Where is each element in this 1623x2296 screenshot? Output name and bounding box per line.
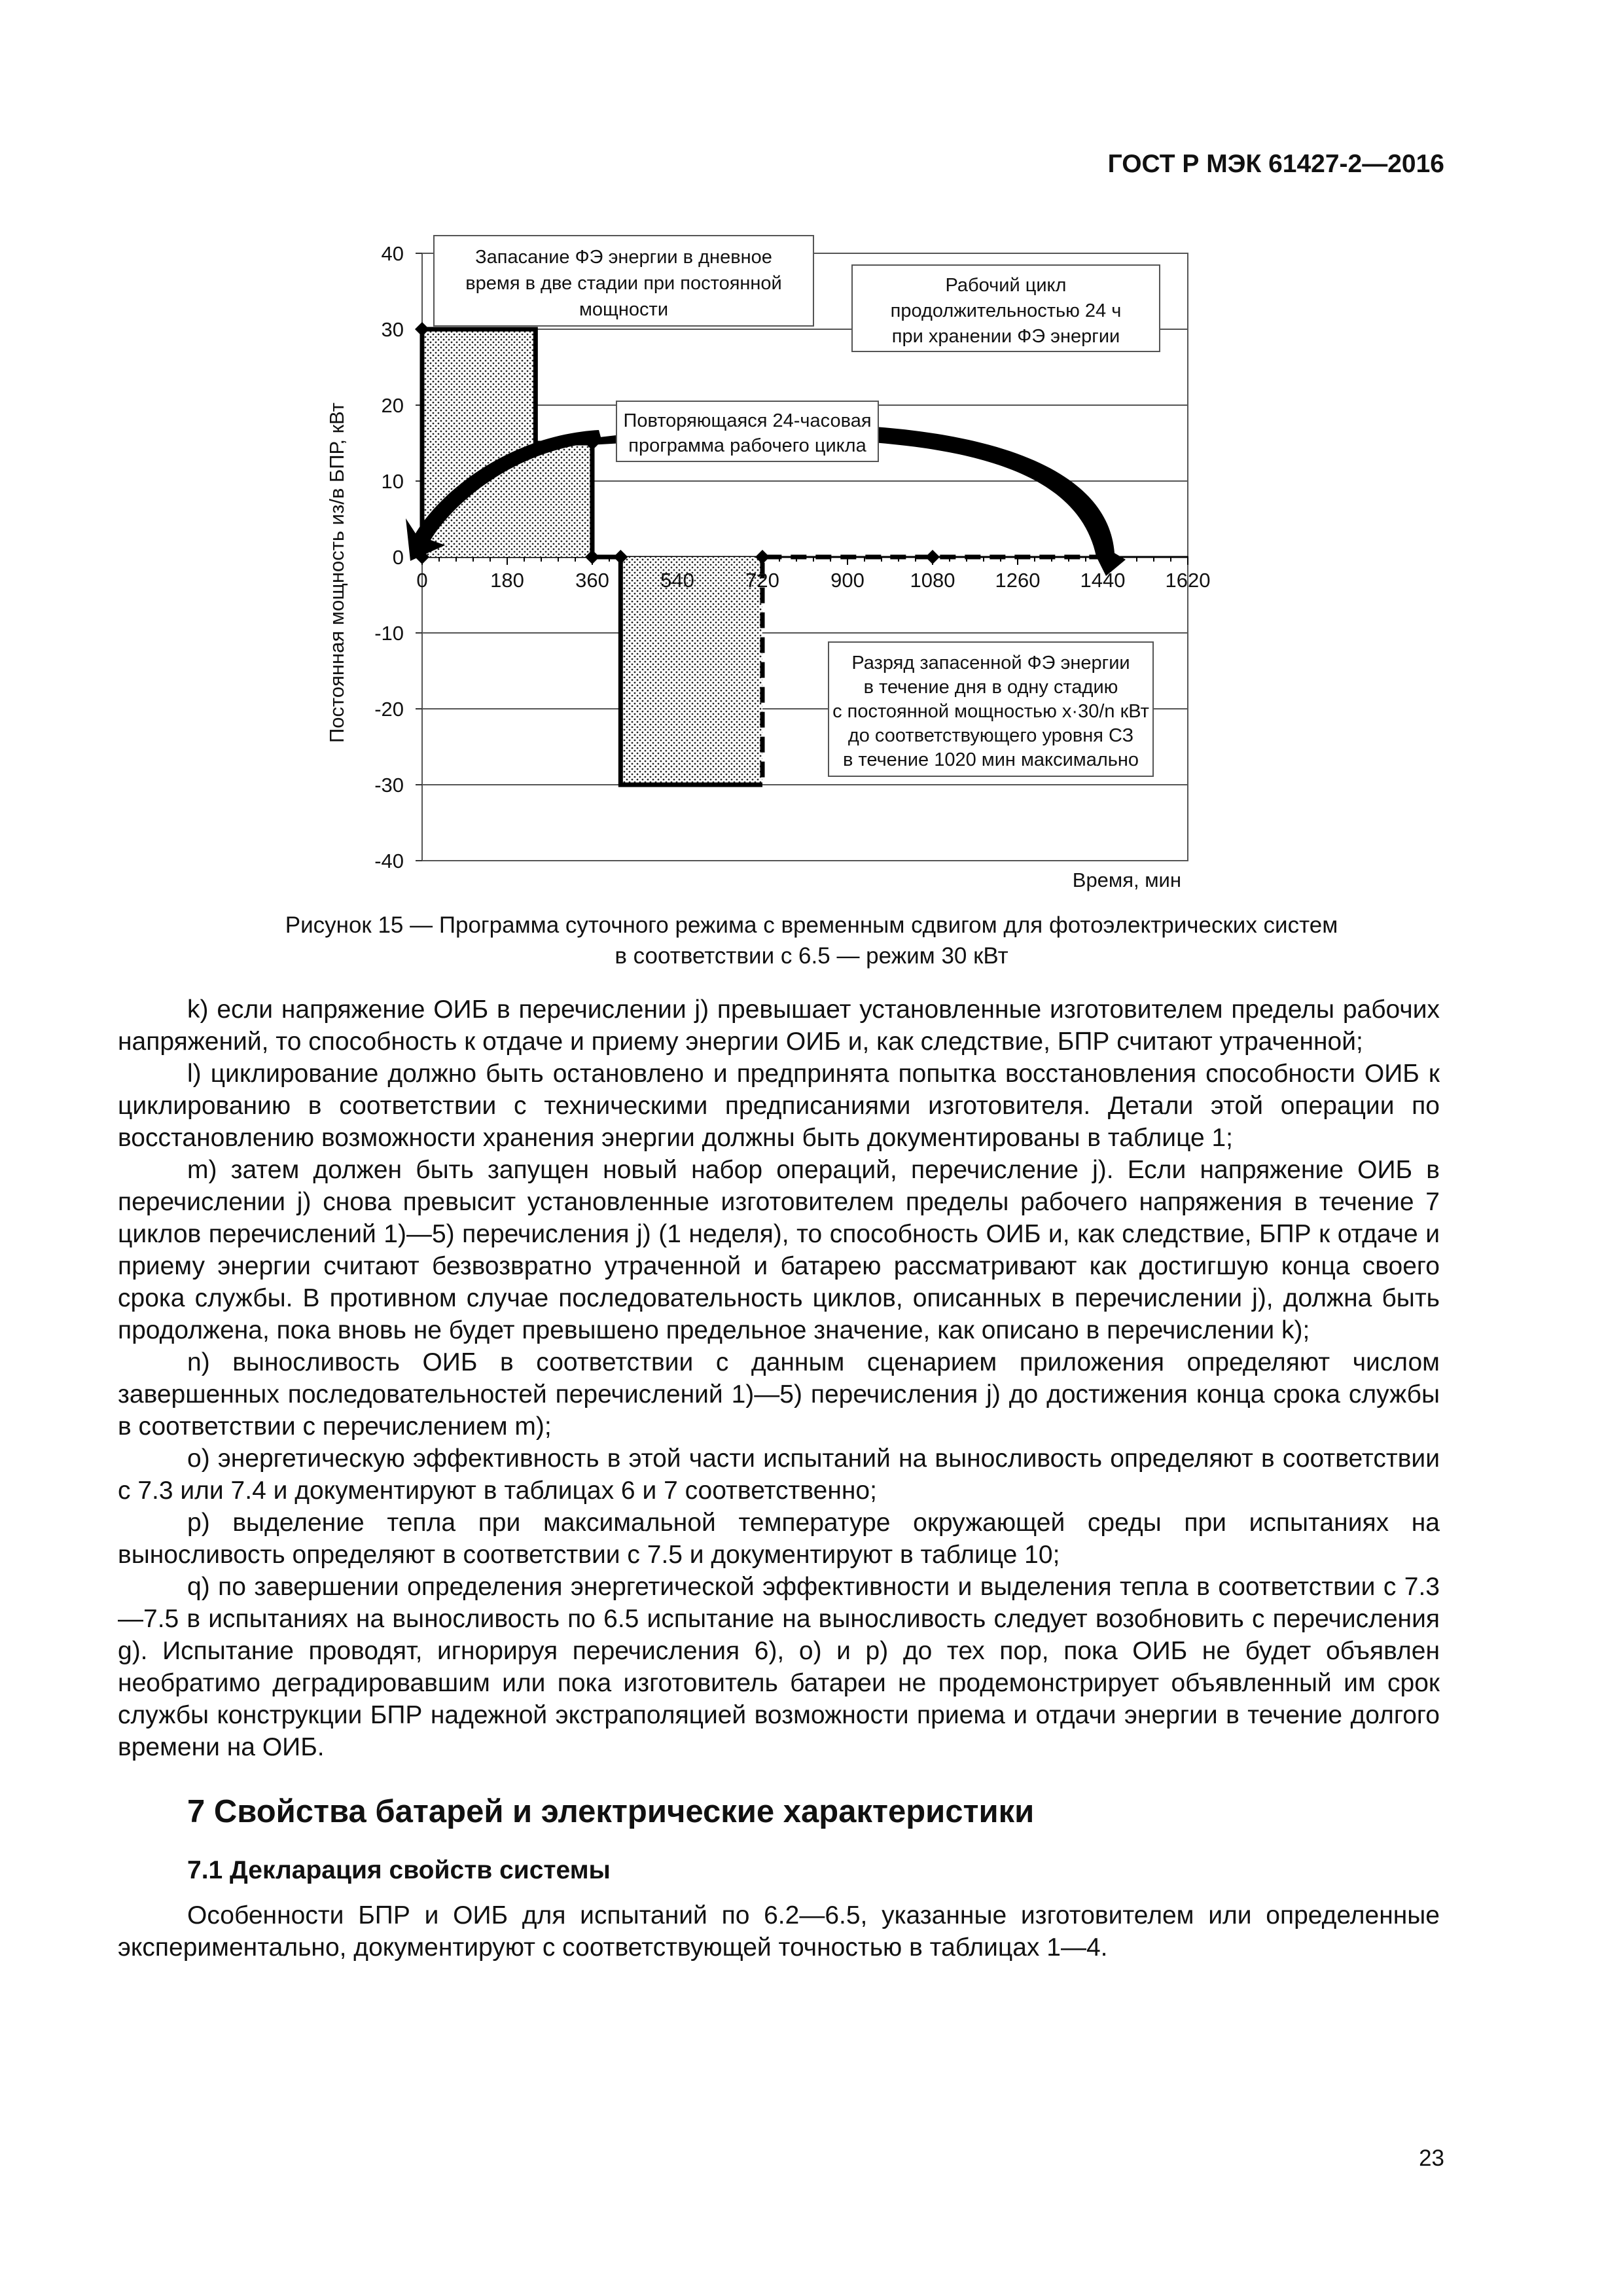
annotation-discharge-line-2: в течение дня в одну стадию	[863, 677, 1118, 698]
annotation-work-cycle	[852, 265, 1160, 351]
annotation-repeat	[616, 401, 878, 461]
y-axis-label: Постоянная мощность из/в БПР, кВт	[325, 403, 348, 743]
figure-caption	[151, 910, 1472, 971]
x-tick-label: 1620	[1165, 569, 1211, 592]
annotation-storage-line-3: мощности	[579, 299, 669, 320]
paragraph-k: k) если напряжение ОИБ в перечислении j) превышает установленные изготовителем пределы рабочих напряжений, то способность к отдаче и приему энергии ОИБ и, как следствие, БПР считают утраченной;	[118, 996, 1440, 1056]
annotation-discharge-line-5: в течение 1020 мин максимально	[842, 749, 1139, 770]
figure-caption-line-1: Рисунок 15 — Программа суточного режима с временным сдвигом для фотоэлектрических систем	[285, 912, 1338, 938]
x-tick-label: 900	[830, 569, 865, 592]
annotation-work-cycle-line-2: продолжительностью 24 ч	[890, 300, 1122, 321]
y-tick-label: 10	[381, 470, 404, 493]
annotation-storage-line-1: Запасание ФЭ энергии в дневное	[475, 247, 772, 268]
x-tick-label: 1440	[1080, 569, 1126, 592]
paragraph-l: l) циклирование должно быть остановлено и предпринята попытка восстановления способности ОИБ к циклированию в соответствии с техническими предписаниями изготовителя. Детали этой операции по восстановлению возможности хранения энергии должны быть документированы в таблице 1;	[118, 1060, 1440, 1152]
x-tick-label: 540	[660, 569, 694, 592]
x-tick-label: 1080	[910, 569, 955, 592]
annotation-storage-line-2: время в две стадии при постоянной	[465, 273, 782, 294]
paragraph-m: m) затем должен быть запущен новый набор операций, перечисление j). Если напряжение ОИБ в перечислении j) снова превысит установленные изготовителем пределы рабочего напряжения в течение 7 циклов перечислений 1)—5) перечисления j) (1 неделя), то способность ОИБ и, как следствие, БПР к отдаче и приему энергии считают безвозвратно утраченной и батарею рассматривают как достигшую конца своего срока службы. В противном случае последовательность циклов, описанных в перечислении j), должна быть продолжена, пока вновь не будет превышено предельное значение, как описано в перечислении k);	[118, 1156, 1440, 1344]
section-7-title: 7 Свойства батарей и электрические характеристики	[187, 1794, 1035, 1829]
y-tick-label: 20	[381, 394, 404, 417]
annotation-discharge-line-4: до соответствующего уровня СЗ	[847, 725, 1134, 746]
annotation-repeat-line-1: Повторяющаяся 24-часовая	[623, 410, 872, 431]
x-tick-label: 360	[575, 569, 609, 592]
annotation-storage	[434, 236, 813, 326]
page-number: 23	[1419, 2145, 1444, 2171]
y-tick-label: 0	[392, 546, 404, 569]
figure-caption-line-2: в соответствии с 6.5 — режим 30 кВт	[615, 943, 1008, 969]
annotation-discharge	[829, 642, 1153, 776]
y-tick-label: -30	[374, 774, 404, 797]
data-marker	[925, 550, 940, 564]
x-tick-label: 1260	[995, 569, 1041, 592]
y-tick-label: 30	[381, 318, 404, 341]
section-7-1-text: Особенности БПР и ОИБ для испытаний по 6.2—6.5, указанные изготовителем или определенные экспериментально, документируют с соответствующей точностью в таблицах 1—4.	[118, 1901, 1440, 1962]
y-tick-label: 40	[381, 242, 404, 265]
paragraph-n: n) выносливость ОИБ в соответствии с данным сценарием приложения определяют числом завершенных последовательностей перечислений 1)—5) перечисления j) до достижения конца срока службы в соответствии с перечислением m);	[118, 1348, 1440, 1441]
annotation-repeat-line-2: программа рабочего цикла	[628, 435, 866, 456]
x-axis-label: Время, мин	[1072, 869, 1181, 891]
standard-header: ГОСТ Р МЭК 61427-2—2016	[1107, 150, 1444, 178]
annotation-discharge-line-1: Разряд запасенной ФЭ энергии	[851, 653, 1130, 673]
annotation-work-cycle-line-3: при хранении ФЭ энергии	[891, 326, 1120, 347]
paragraph-o: o) энергетическую эффективность в этой части испытаний на выносливость определяют в соответствии с 7.3 или 7.4 и документируют в таблицах 6 и 7 соответственно;	[118, 1444, 1440, 1505]
section-7-1-title: 7.1 Декларация свойств системы	[187, 1856, 611, 1884]
body-text	[118, 994, 1440, 1964]
y-tick-label: -10	[374, 622, 404, 645]
paragraph-p: p) выделение тепла при максимальной температуре окружающей среды при испытаниях на выносливость определяют в соответствии с 7.5 и документируют в таблице 10;	[118, 1509, 1440, 1569]
x-tick-label: 720	[745, 569, 779, 592]
annotation-work-cycle-line-1: Рабочий цикл	[945, 275, 1067, 296]
x-tick-label: 0	[416, 569, 428, 592]
paragraph-q: q) по завершении определения энергетической эффективности и выделения тепла в соответствии с 7.3—7.5 в испытаниях на выносливость по 6.5 испытание на выносливость следует возобновить с перечисления g). Испытание проводят, игнорируя перечисления 6), o) и p) до тех пор, пока ОИБ не будет объявлен необратимо деградировавшим или пока изготовитель батареи не продемонстрирует объявленный им срок службы конструкции БПР надежной экстраполяцией возможности приема и отдачи энергии в течение долгого времени на ОИБ.	[118, 1573, 1440, 1761]
x-tick-label: 180	[490, 569, 524, 592]
y-tick-label: -40	[374, 850, 404, 872]
figure-15-chart	[314, 226, 1243, 903]
y-tick-label: -20	[374, 698, 404, 721]
annotation-discharge-line-3: с постоянной мощностью x·30/n кВт	[832, 701, 1149, 722]
